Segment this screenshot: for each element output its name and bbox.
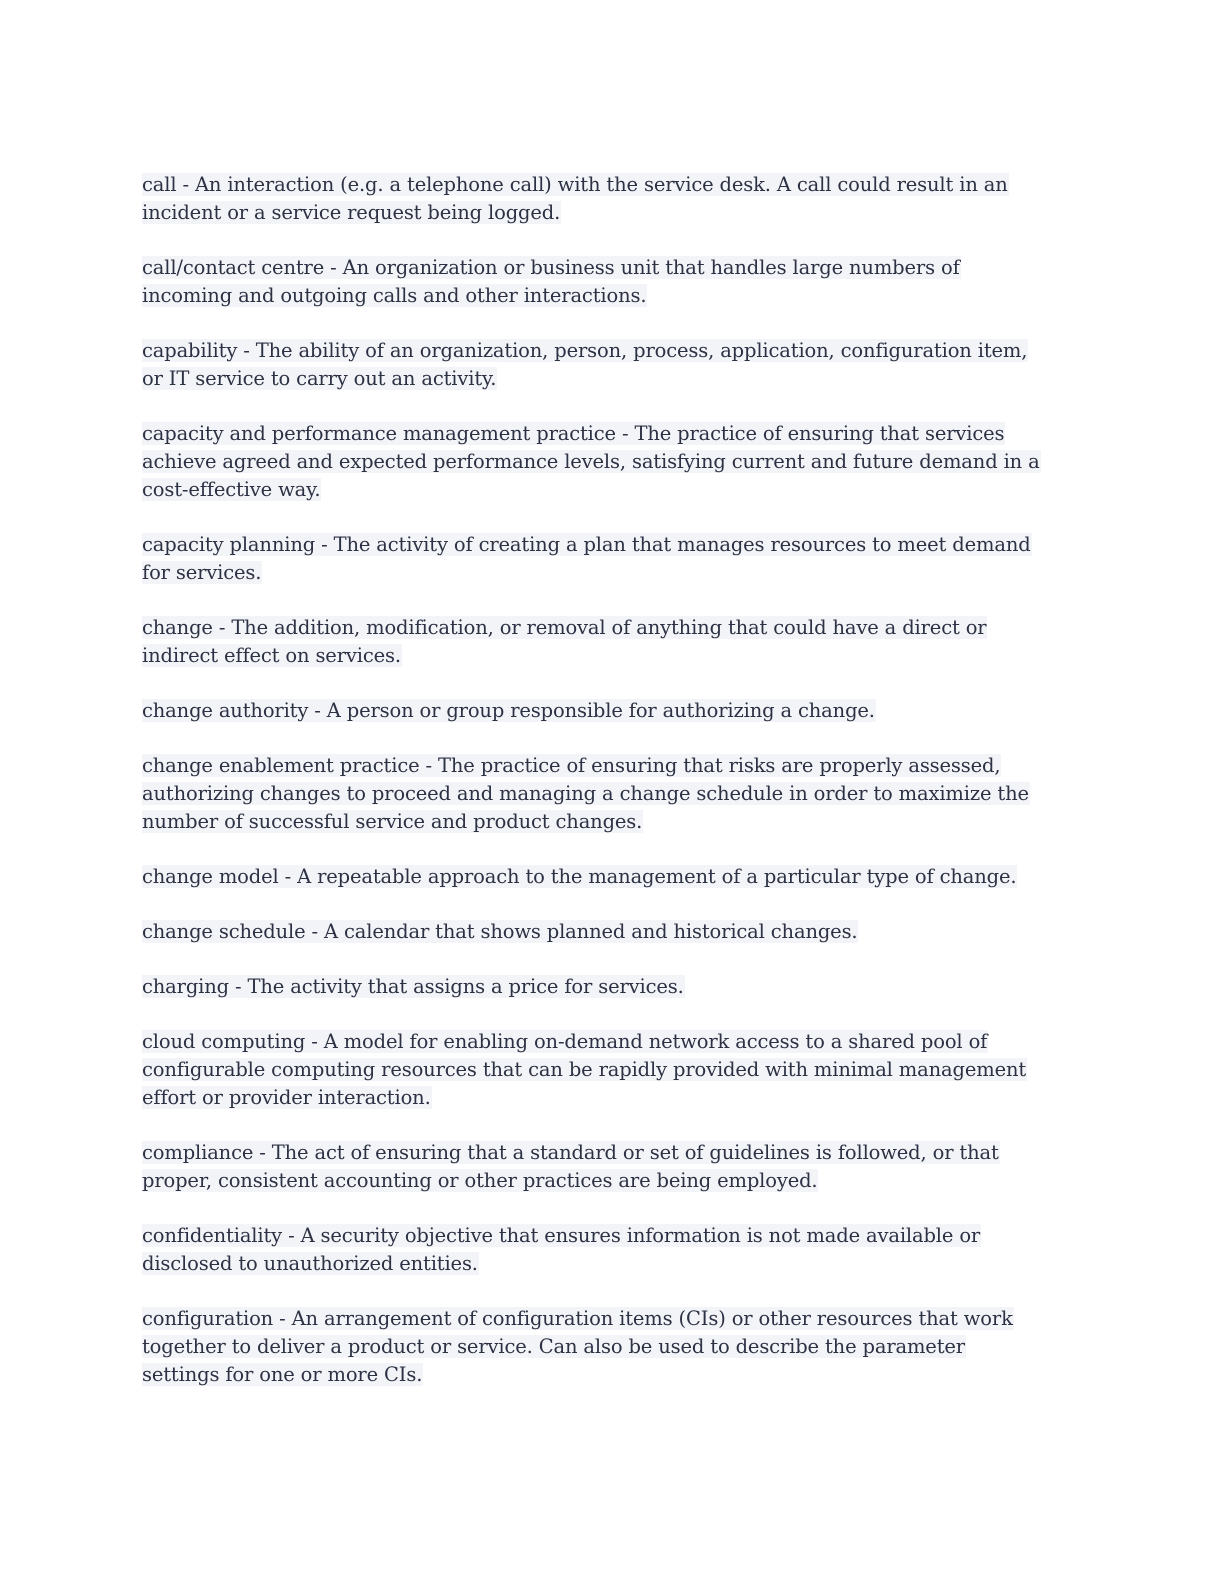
glossary-entry-charging: [142, 973, 1082, 1001]
glossary-entry-change-model: [142, 863, 1082, 891]
entry-line: cloud computing - A model for enabling on-demand network access to a shared pool of: [142, 1030, 988, 1053]
glossary-list: [142, 171, 1082, 1416]
entry-line: or IT service to carry out an activity.: [142, 367, 497, 390]
glossary-entry-change-authority: [142, 697, 1082, 725]
entry-line: capacity and performance management practice - The practice of ensuring that services: [142, 422, 1005, 445]
entry-line: disclosed to unauthorized entities.: [142, 1252, 478, 1275]
entry-line: confidentiality - A security objective that ensures information is not made available or: [142, 1224, 981, 1247]
glossary-entry-configuration: [142, 1305, 1082, 1389]
entry-line: change schedule - A calendar that shows planned and historical changes.: [142, 920, 858, 943]
entry-line: cost-effective way.: [142, 478, 321, 501]
glossary-entry-call: [142, 171, 1082, 227]
entry-line: proper, consistent accounting or other practices are being employed.: [142, 1169, 818, 1192]
entry-line: indirect effect on services.: [142, 644, 401, 667]
entry-line: authorizing changes to proceed and managing a change schedule in order to maximize the: [142, 782, 1029, 805]
entry-line: together to deliver a product or service. Can also be used to describe the parameter: [142, 1335, 965, 1358]
glossary-entry-change: [142, 614, 1082, 670]
glossary-entry-capacity-performance-management: [142, 420, 1082, 504]
entry-line: capacity planning - The activity of creating a plan that manages resources to meet demand: [142, 533, 1031, 556]
entry-line: settings for one or more CIs.: [142, 1363, 423, 1386]
entry-line: capability - The ability of an organization, person, process, application, configuration item,: [142, 339, 1028, 362]
entry-line: configuration - An arrangement of configuration items (CIs) or other resources that work: [142, 1307, 1013, 1330]
entry-line: incoming and outgoing calls and other interactions.: [142, 284, 647, 307]
entry-line: compliance - The act of ensuring that a standard or set of guidelines is followed, or that: [142, 1141, 999, 1164]
entry-line: call/contact centre - An organization or business unit that handles large numbers of: [142, 256, 960, 279]
entry-line: change enablement practice - The practice of ensuring that risks are properly assessed,: [142, 754, 1001, 777]
glossary-entry-change-schedule: [142, 918, 1082, 946]
glossary-entry-capacity-planning: [142, 531, 1082, 587]
entry-line: incident or a service request being logged.: [142, 201, 561, 224]
entry-line: number of successful service and product changes.: [142, 810, 643, 833]
entry-line: for services.: [142, 561, 262, 584]
glossary-entry-call-contact-centre: [142, 254, 1082, 310]
entry-line: change - The addition, modification, or removal of anything that could have a direct or: [142, 616, 987, 639]
entry-line: configurable computing resources that can be rapidly provided with minimal management: [142, 1058, 1027, 1081]
entry-line: achieve agreed and expected performance levels, satisfying current and future demand in a: [142, 450, 1040, 473]
entry-line: charging - The activity that assigns a price for services.: [142, 975, 684, 998]
entry-line: change authority - A person or group responsible for authorizing a change.: [142, 699, 875, 722]
entry-line: call - An interaction (e.g. a telephone call) with the service desk. A call could result in an: [142, 173, 1008, 196]
glossary-entry-change-enablement-practice: [142, 752, 1082, 836]
entry-line: effort or provider interaction.: [142, 1086, 431, 1109]
entry-line: change model - A repeatable approach to the management of a particular type of change.: [142, 865, 1017, 888]
glossary-entry-confidentiality: [142, 1222, 1082, 1278]
glossary-entry-cloud-computing: [142, 1028, 1082, 1112]
glossary-entry-capability: [142, 337, 1082, 393]
glossary-entry-compliance: [142, 1139, 1082, 1195]
